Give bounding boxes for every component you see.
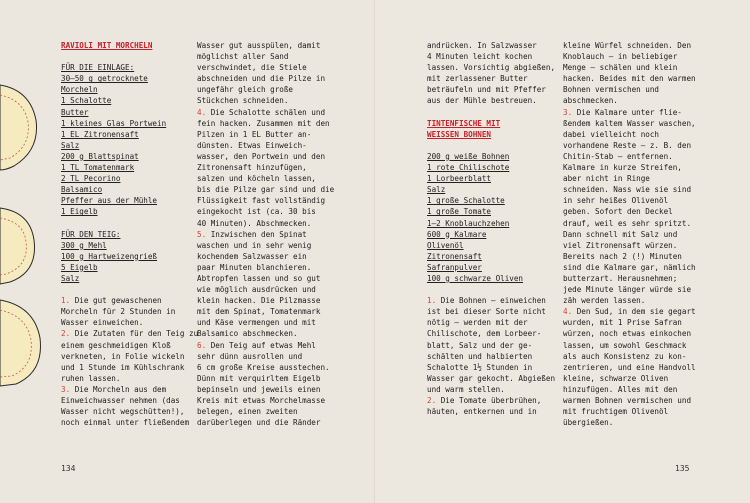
ingredient-item: 1 rote Chilischote (427, 163, 510, 173)
ingredient-item: 1–2 Knoblauchzehen (427, 218, 510, 228)
ingredient-item: Salz (61, 273, 80, 283)
step-text-line: Menge – schälen und klein (563, 63, 678, 73)
step-text-line: Schalotte 1½ Stunden in (427, 362, 533, 372)
step-text-line: verkneten, in Folie wickeln (61, 351, 185, 361)
step-text-line: ruhen lassen. (61, 373, 121, 383)
ingredient-item: 2 TL Pecorino (61, 174, 121, 184)
step-number: 4. (563, 307, 573, 317)
step-text-line: Flüssigkeit fast vollständig (197, 196, 326, 206)
ingredient-item: 1 Eigelb (61, 207, 98, 217)
step-text-line: und warm stellen. (427, 384, 505, 394)
step-text-line: geben. Sofort den Deckel (563, 207, 673, 217)
step-text-line: salzen und köcheln lassen, (197, 174, 316, 184)
ravioli-step-4 (197, 107, 335, 229)
step-number: 4. (197, 107, 207, 117)
step-text-line: wasser, den Portwein und den (197, 151, 326, 161)
step-text-line: 6. Den Teig auf etwas Mehl (197, 340, 316, 350)
step-text-line: ist bei dieser Sorte nicht (427, 307, 546, 317)
step-text-line: als auch Konsistenz zu kon- (563, 351, 687, 361)
step-text-line: 4. Die Schalotte schälen und (197, 107, 326, 117)
ingredient-item: 200 g Blattspinat (61, 151, 139, 161)
step-text-line: 3. Die Morcheln aus dem (61, 384, 167, 394)
step-text-line: Wasser gut ausspülen, damit (197, 41, 321, 50)
step-text-line: Morcheln für 2 Stunden in (61, 307, 176, 317)
step-text-line: beträufeln und mit Pfeffer (427, 85, 546, 95)
step-text-line: Chilischote, dem Lorbeer- (427, 329, 542, 339)
step-text-line: schneiden. Nass wie sie sind (563, 185, 692, 195)
step-text-line: warmen Bohnen vermischen und (563, 396, 692, 405)
step-text-line: Bohnen vermischen und (563, 85, 660, 95)
ingredient-item: 1 TL Tomatenmark (61, 163, 135, 173)
step-text-line: dabei vielleicht noch (563, 129, 660, 139)
ingredient-item: 1 Schalotte (61, 96, 112, 106)
step-text-line: wie möglich ausdrücken und (197, 285, 316, 295)
step-text-line: aus der Mühle bestreuen. (427, 96, 537, 106)
step-text-line: verschwindet, die Stiele (197, 63, 307, 73)
step-text-line: paar Minuten blanchieren. (197, 262, 312, 272)
step-text-line: mit zerlassener Butter (427, 74, 528, 84)
step-text-line: andrücken. In Salzwasser (427, 41, 537, 50)
step-text-line: Dünn mit verquirltem Eigelb (197, 373, 321, 383)
step-text-line: eingekocht ist (ca. 30 bis (197, 207, 316, 217)
dough-ingredient-list (61, 240, 191, 284)
ingredient-item: 5 Eigelb (61, 262, 98, 272)
column-1 (61, 40, 199, 428)
step-text-line: 2. Die Tomate überbrühen, (427, 396, 542, 405)
step-text-line: abschneiden und die Pilze in (197, 74, 326, 84)
step-text-line: ßendem kaltem Wasser waschen, (563, 118, 696, 128)
step-number: 3. (563, 107, 573, 117)
step-text-line: wurden, mit 1 Prise Safran (563, 318, 682, 328)
step-text-line: schälten und halbierten (427, 351, 533, 361)
step-text-line: sehr dünn ausrollen und (197, 351, 303, 361)
step-text-line: dünsten. Etwas Einweich- (197, 140, 307, 150)
step-text-line: in sehr heißes Olivenöl (563, 196, 669, 206)
ravioli-step-6 (197, 340, 330, 429)
step-text-line: 2. Die Zutaten für den Teig zu (61, 329, 199, 339)
step-text-line: 5. Inzwischen den Spinat (197, 229, 307, 239)
step-text-line: kochendem Salzwasser ein (197, 251, 307, 261)
step-text-line: Pilzen in 1 EL Butter an- (197, 129, 312, 139)
step-text-line: noch einmal unter fließendem (61, 418, 190, 428)
step-text-line: Chitin-Stab – entfernen. (563, 151, 673, 161)
ingredient-item: 200 g weiße Bohnen (427, 151, 510, 161)
step-text-line: 40 Minuten). Abschmecken. (197, 218, 312, 228)
ingredient-item: Olivenöl (427, 240, 464, 250)
step-text-line: 4 Minuten leicht kochen (427, 52, 533, 62)
recipe-title-line: TINTENFISCHE MIT (427, 118, 501, 128)
step-text-line: mit fruchtigem Olivenöl (563, 407, 669, 417)
column-3 (427, 40, 557, 417)
step-text-line: lassen, um sowohl Geschmack (563, 340, 687, 350)
step-text-line: sind die Kalmare gar, nämlich (563, 262, 696, 272)
page-number-left: 134 (61, 464, 76, 473)
step-text-line: bepinseln und jeweils einen (197, 384, 321, 394)
step-text-line: Kalmare in kurze Streifen, (563, 163, 682, 173)
step-text-line: Bereits nach 2 (!) Minuten (563, 251, 682, 261)
step-number: 1. (427, 296, 437, 306)
step-text-line: zäh werden lassen. (563, 296, 646, 306)
step-text-line: klein hacken. Die Pilzmasse (197, 296, 321, 306)
step-text-line: bis die Pilze gar sind und die (197, 185, 335, 195)
step-text-line: waschen und in sehr wenig (197, 240, 312, 250)
step-text-line: Einweichwasser nehmen (das (61, 396, 180, 405)
ingredient-item: 1 große Schalotte (427, 196, 505, 206)
step-text-line: Stückchen schneiden. (197, 96, 289, 106)
step-text-line: jede Minute länger würde sie (563, 285, 692, 295)
step-3-continued (197, 40, 327, 107)
recipe-title-line: WEISSEN BOHNEN (427, 129, 492, 139)
tintenfische-ingredient-list (427, 151, 557, 284)
step-text-line: abschmecken. (563, 96, 618, 106)
ingredient-item: Salz (427, 185, 446, 195)
ingredient-item: 300 g Mehl (61, 240, 107, 250)
step-text-line: butterzart. Herausnehmen; (563, 273, 678, 283)
step-text-line: hinzufügen. Alles mit den (563, 384, 678, 394)
step-text-line: Knoblauch – in beliebiger (563, 52, 678, 62)
step-text-line: kleine Würfel schneiden. Den (563, 41, 692, 50)
column-2 (197, 40, 335, 428)
step-text-line: drauf, weil es sehr spritzt. (563, 218, 692, 228)
ingredient-item: Pfeffer aus der Mühle (61, 196, 158, 206)
step-text-line: 1. Die Bohnen – einweichen (427, 296, 546, 306)
step-text-line: Wasser gar gekocht. Abgießen (427, 373, 556, 383)
ingredient-item: 1 Lorbeerblatt (427, 174, 492, 184)
step-number: 5. (197, 229, 207, 239)
ingredient-item: 1 kleines Glas Portwein (61, 118, 167, 128)
step-text-line: hacken. Beides mit den warmen (563, 74, 696, 84)
ingredient-item: 100 g Hartweizengrieß (61, 251, 158, 261)
ingredient-item: 1 EL Zitronensaft (61, 129, 139, 139)
recipe-title-ravioli: RAVIOLI MIT MORCHELN (61, 41, 153, 50)
recipe-title-tintenfische (427, 118, 557, 140)
ingredient-item: 1 große Tomate (427, 207, 492, 217)
step-text-line: 1. Die gut gewaschenen (61, 296, 162, 306)
step-text-line: und Käse vermengen und mit (197, 318, 316, 328)
ingredient-item: Butter (61, 107, 89, 117)
dough-heading: FÜR DEN TEIG: (61, 229, 121, 239)
ingredient-item: 600 g Kalmare (427, 229, 487, 239)
step-number: 2. (427, 396, 437, 405)
ingredient-item: 30–50 g getrocknete (61, 74, 148, 84)
ingredient-item: Zitronensaft (427, 251, 482, 261)
step-text-line: würzen, noch etwas einkochen (563, 329, 692, 339)
ravioli-step-5 (197, 229, 327, 340)
step-text-line: aber nicht in Ringe (563, 174, 650, 184)
step-text-line: viel Zitronensaft würzen. (563, 240, 678, 250)
step-text-line: 6 cm große Kreise ausstechen. (197, 362, 330, 372)
step-text-line: Dann schnell mit Salz und (563, 229, 678, 239)
step-text-line: ungefähr gleich große (197, 85, 294, 95)
step-text-line: und 1 Stunde im Kühlschrank (61, 362, 185, 372)
step-number: 3. (61, 384, 71, 394)
step-text-line: mit dem Spinat, Tomatenmark (197, 307, 321, 317)
step-text-line: nötig – werden mit der (427, 318, 528, 328)
column-4 (563, 40, 698, 428)
step-text-line: Wasser einweichen. (61, 318, 144, 328)
ingredient-item: Salz (61, 140, 80, 150)
step-text-line: Wasser nicht wegschütten!), (61, 407, 185, 417)
step-text-line: möglichst aller Sand (197, 52, 289, 62)
step-text-line: 3. Die Kalmare unter flie- (563, 107, 682, 117)
filling-heading: FÜR DIE EINLAGE: (61, 63, 135, 73)
step-text-line: vorhandene Reste – z. B. den (563, 140, 692, 150)
filling-ingredient-list (61, 73, 191, 217)
page-number-right: 135 (675, 464, 690, 473)
ravioli-illustration (0, 0, 60, 503)
step-text-line: einem geschmeidigen Kloß (61, 340, 171, 350)
ingredient-item: Morcheln (61, 85, 98, 95)
tintenfische-step-3 (563, 107, 698, 307)
tintenfische-steps-1-2 (427, 295, 557, 417)
step-text-line: belegen, einen zweiten (197, 407, 298, 417)
step-text-line: Abtropfen lassen und so gut (197, 273, 321, 283)
step-text-line: übergießen. (563, 418, 614, 428)
step-text-line: lassen. Vorsichtig abgießen, (427, 63, 556, 73)
ingredient-item: 100 g schwarze Oliven (427, 273, 524, 283)
step-2-continued (563, 40, 698, 107)
step-text-line: Kreis mit etwas Morchelmasse (197, 396, 326, 405)
ravioli-steps-1-3 (61, 295, 199, 428)
step-text-line: Zitronensaft hinzufügen, (197, 163, 307, 173)
right-page (375, 0, 750, 503)
ingredient-item: Safranpulver (427, 262, 482, 272)
step-text-line: fein hacken. Zusammen mit den (197, 118, 330, 128)
step-text-line: kleine, schwarze Oliven (563, 373, 669, 383)
step-text-line: Balsamico abschmecken. (197, 329, 298, 339)
step-text-line: zentrieren, und eine Handvoll (563, 362, 696, 372)
step-text-line: darüberlegen und die Ränder (197, 418, 321, 428)
step-6-continued (427, 40, 557, 107)
ingredient-item: Balsamico (61, 185, 103, 195)
step-number: 6. (197, 340, 207, 350)
step-number: 1. (61, 296, 71, 306)
step-text-line: häuten, entkernen und in (427, 407, 537, 417)
step-number: 2. (61, 329, 71, 339)
step-text-line: 4. Den Sud, in dem sie gegart (563, 307, 696, 317)
tintenfische-step-4 (563, 306, 698, 428)
step-text-line: blatt, Salz und der ge- (427, 340, 533, 350)
